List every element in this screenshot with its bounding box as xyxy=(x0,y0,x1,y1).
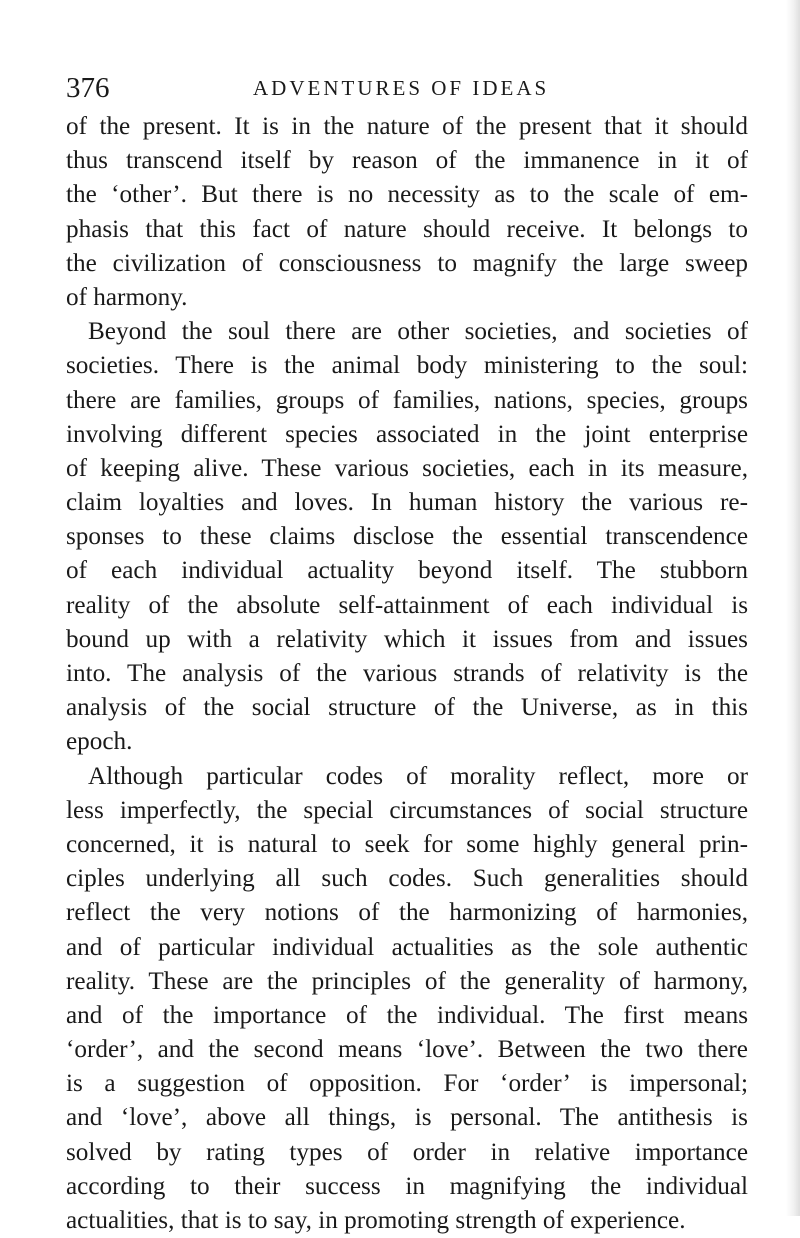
text-line: of the present. It is in the nature of the present that it should xyxy=(66,113,748,140)
text-line: thus transcend itself by reason of the immanence in it of xyxy=(66,147,748,175)
text-line: into. The analysis of the various strands of relativity is the xyxy=(66,660,748,687)
text-line: reality. These are the principles of the generality of harmony, xyxy=(66,967,748,995)
text-line: actualities, that is to say, in promoting strength of experience. xyxy=(66,1207,686,1234)
text-line: less imperfectly, the special circumstances of social structure xyxy=(66,796,748,824)
text-line: ciples underlying all such codes. Such generalities should xyxy=(66,865,748,893)
body-text xyxy=(66,110,748,1238)
running-title: ADVENTURES OF IDEAS xyxy=(253,76,550,100)
text-line: Beyond the soul there are other societies, and societies of xyxy=(88,318,748,346)
text-line: epoch. xyxy=(66,728,133,756)
paragraph-2 xyxy=(66,315,748,759)
text-line: analysis of the social structure of the Universe, as in this xyxy=(66,694,748,722)
paragraph-1 xyxy=(66,110,748,315)
text-line: solved by rating types of order in relative importance xyxy=(66,1138,748,1166)
text-line: sponses to these claims disclose the essential transcendence xyxy=(66,523,748,551)
text-line: of each individual actuality beyond itself. The stubborn xyxy=(66,557,748,585)
text-line: reflect the very notions of the harmonizing of harmonies, xyxy=(66,899,748,927)
text-line: bound up with a relativity which it issues from and issues xyxy=(66,625,748,653)
text-line: the civilization of consciousness to magnify the large sweep xyxy=(66,249,748,277)
paragraph-3 xyxy=(66,760,748,1238)
text-line: there are families, groups of families, nations, species, groups xyxy=(66,386,748,414)
text-line: is a suggestion of opposition. For ‘order’ is impersonal; xyxy=(66,1070,748,1098)
text-line: phasis that this fact of nature should receive. It belongs to xyxy=(66,215,748,243)
text-line: claim loyalties and loves. In human history the various re- xyxy=(66,489,748,517)
text-line: and of particular individual actualities as the sole authentic xyxy=(66,933,748,961)
text-line: according to their success in magnifying the individual xyxy=(66,1172,748,1200)
text-line: ‘order’, and the second means ‘love’. Between the two there xyxy=(66,1036,748,1064)
text-line: and of the importance of the individual. The first means xyxy=(66,1001,748,1029)
text-line: societies. There is the animal body ministering to the soul: xyxy=(66,352,748,380)
text-line: reality of the absolute self-attainment of each individual is xyxy=(66,591,748,619)
text-line: and ‘love’, above all things, is personal. The antithesis is xyxy=(66,1104,748,1132)
text-line: involving different species associated in the joint enterprise xyxy=(66,420,748,448)
page-edge-shadow xyxy=(786,0,800,1216)
text-line: the ‘other’. But there is no necessity as to the scale of em- xyxy=(66,181,748,209)
page-header xyxy=(66,68,746,108)
page-number: 376 xyxy=(66,72,110,104)
text-line: of harmony. xyxy=(66,283,188,311)
text-line: Although particular codes of morality reflect, more or xyxy=(88,762,748,790)
text-line: concerned, it is natural to seek for some highly general prin- xyxy=(66,830,748,858)
text-line: of keeping alive. These various societies, each in its measure, xyxy=(66,454,748,482)
